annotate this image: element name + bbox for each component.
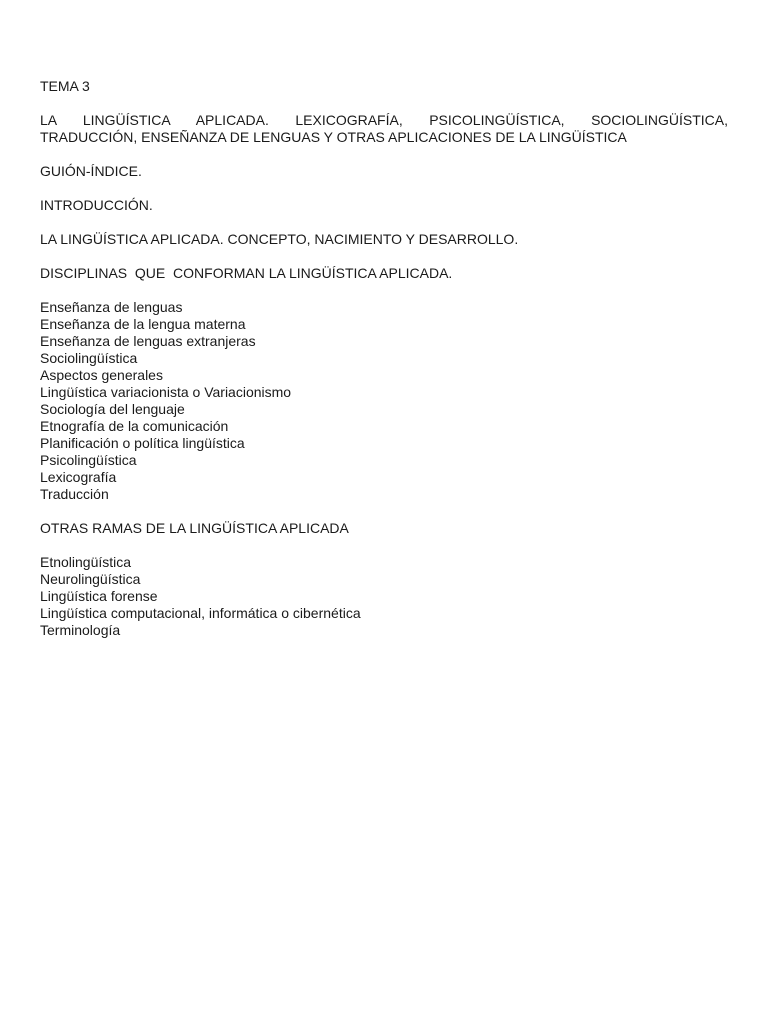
- title-line-2: TRADUCCIÓN, ENSEÑANZA DE LENGUAS Y OTRAS APLICACIONES DE LA LINGÜÍSTICA: [40, 129, 627, 145]
- list-item: Etnolingüística: [40, 554, 132, 570]
- intro-heading: INTRODUCCIÓN.: [40, 197, 153, 213]
- topic-label: TEMA 3: [40, 78, 90, 94]
- list-item: Etnografía de la comunicación: [40, 418, 229, 434]
- list-item: Aspectos generales: [40, 367, 163, 383]
- list-item: Enseñanza de la lengua materna: [40, 316, 246, 332]
- list-item: Sociología del lenguaje: [40, 401, 185, 417]
- list-item: Terminología: [40, 622, 121, 638]
- list-item: Sociolingüística: [40, 350, 138, 366]
- title-line-1: LA LINGÜÍSTICA APLICADA. LEXICOGRAFÍA, PSICOLINGÜÍSTICA, SOCIOLINGÜÍSTICA,: [40, 112, 728, 128]
- disciplines-heading: DISCIPLINAS QUE CONFORMAN LA LINGÜÍSTICA APLICADA.: [40, 265, 453, 281]
- spacer: [40, 282, 728, 299]
- list-item: Enseñanza de lenguas: [40, 299, 183, 315]
- spacer: [40, 503, 728, 520]
- list-item: Neurolingüística: [40, 571, 141, 587]
- concept-heading: LA LINGÜÍSTICA APLICADA. CONCEPTO, NACIMIENTO Y DESARROLLO.: [40, 231, 519, 247]
- spacer: [40, 537, 728, 554]
- list-item: Lexicografía: [40, 469, 117, 485]
- spacer: [40, 214, 728, 231]
- list-item: Lingüística forense: [40, 588, 158, 604]
- document-content: [40, 78, 728, 639]
- spacer: [40, 180, 728, 197]
- other-branches-heading: OTRAS RAMAS DE LA LINGÜÍSTICA APLICADA: [40, 520, 349, 536]
- disciplines-list: [40, 299, 728, 503]
- other-branches-list: [40, 554, 728, 639]
- list-item: Psicolingüística: [40, 452, 137, 468]
- spacer: [40, 248, 728, 265]
- list-item: Lingüística computacional, informática o cibernética: [40, 605, 361, 621]
- list-item: Traducción: [40, 486, 109, 502]
- list-item: Enseñanza de lenguas extranjeras: [40, 333, 256, 349]
- list-item: Planificación o política lingüística: [40, 435, 245, 451]
- outline-heading: GUIÓN-ÍNDICE.: [40, 163, 142, 179]
- list-item: Lingüística variacionista o Variacionismo: [40, 384, 292, 400]
- spacer: [40, 146, 728, 163]
- spacer: [40, 95, 728, 112]
